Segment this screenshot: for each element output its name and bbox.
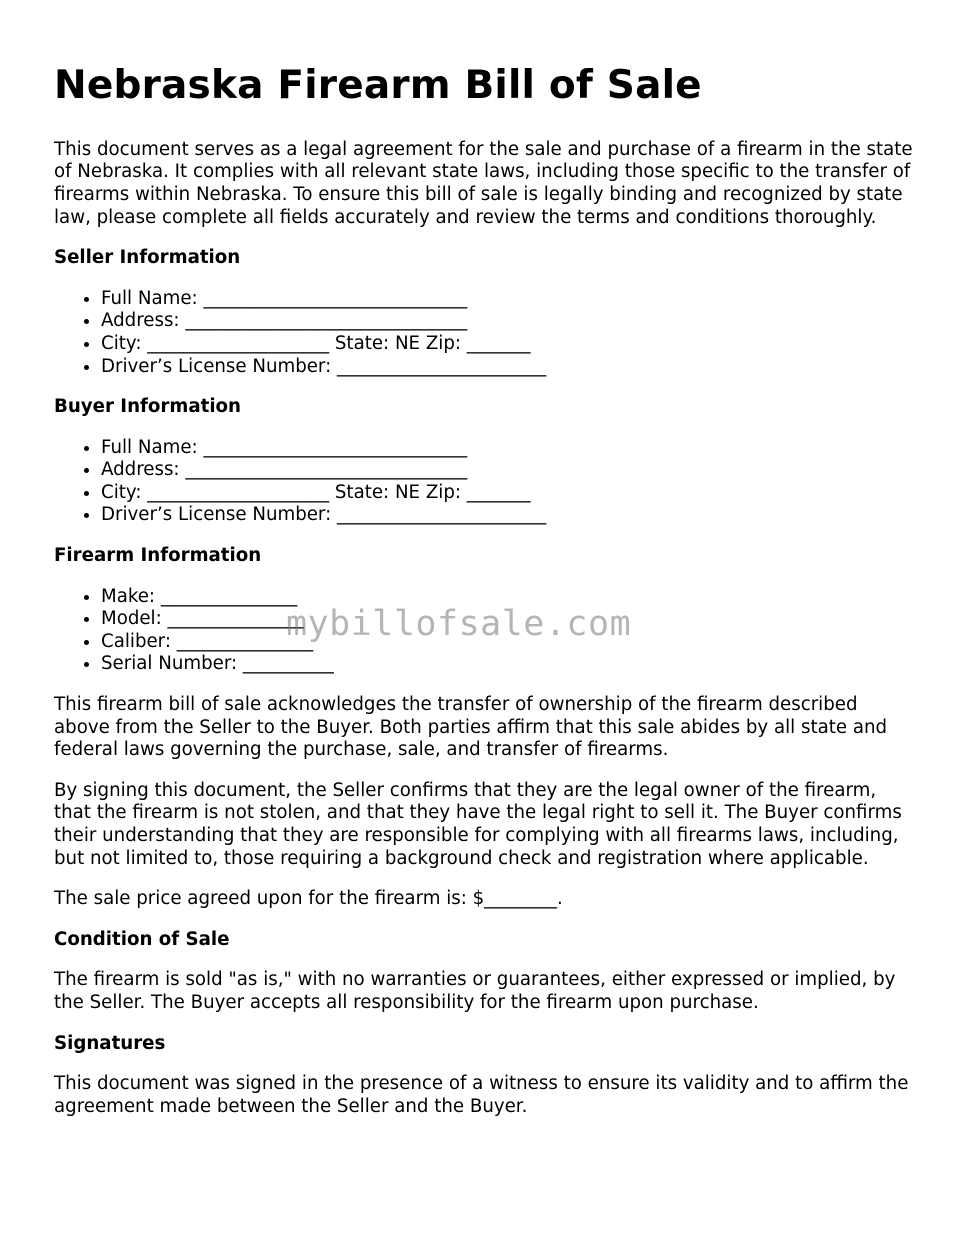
seller-address-field: • Address: _______________________________ — [101, 310, 914, 333]
seller-city-state-zip-field: • City: ____________________ State: NE Zip: _______ — [101, 333, 914, 356]
firearm-make-field: • Make: _______________ — [101, 586, 914, 609]
buyer-city-state-zip-field: • City: ____________________ State: NE Zip: _______ — [101, 482, 914, 505]
document-title: Nebraska Firearm Bill of Sale — [54, 63, 702, 108]
signatures-paragraph: This document was signed in the presence of a witness to ensure its validity and to affirm the agreement made between the Seller and the Buyer. — [54, 1073, 909, 1117]
watermark-text: mybillofsale.com — [286, 604, 632, 644]
condition-heading: Condition of Sale — [54, 928, 230, 950]
seller-heading: Seller Information — [54, 247, 241, 269]
buyer-full-name-field: • Full Name: _____________________________ — [101, 437, 914, 460]
seller-full-name-field: • Full Name: _____________________________ — [101, 288, 914, 311]
bill-of-sale-document — [54, 62, 914, 1136]
acknowledgement-paragraph: This firearm bill of sale acknowledges the transfer of ownership of the firearm described above from the Seller to the Buyer. Both parties affirm that this sale abides by all state and federal laws governing the purchase, sale, and transfer of firearms. — [54, 694, 888, 761]
condition-paragraph: The firearm is sold "as is," with no warranties or guarantees, either expressed or implied, by the Seller. The Buyer accepts all responsibility for the firearm upon purchase. — [54, 969, 896, 1013]
buyer-fields-list — [54, 437, 914, 527]
intro-paragraph: This document serves as a legal agreement for the sale and purchase of a firearm in the state of Nebraska. It complies with all relevant state laws, including those specific to the transfer of firearms within Nebraska. To ensure this bill of sale is legally binding and recognized by state law, please complete all fields accurately and review the terms and conditions thoroughly. — [54, 138, 913, 228]
firearm-heading: Firearm Information — [54, 545, 262, 567]
sale-price-paragraph: The sale price agreed upon for the firearm is: $________. — [54, 888, 563, 910]
firearm-fields-list — [54, 586, 914, 676]
buyer-address-field: • Address: _______________________________ — [101, 459, 914, 482]
signing-paragraph: By signing this document, the Seller confirms that they are the legal owner of the firearm, that the firearm is not stolen, and that they have the legal right to sell it. The Buyer confirms their understanding that they are responsible for complying with all firearms laws, including, but not limited to, those requiring a background check and registration where applicable. — [54, 779, 902, 869]
buyer-heading: Buyer Information — [54, 396, 241, 418]
firearm-caliber-field: • Caliber: _______________ — [101, 631, 914, 654]
signatures-heading: Signatures — [54, 1032, 166, 1054]
seller-license-field: • Driver’s License Number: _______________________ — [101, 356, 914, 379]
buyer-license-field: • Driver’s License Number: _______________________ — [101, 504, 914, 527]
firearm-serial-field: • Serial Number: __________ — [101, 653, 914, 676]
firearm-model-field: • Model: _______________ — [101, 608, 914, 631]
seller-fields-list — [54, 288, 914, 378]
